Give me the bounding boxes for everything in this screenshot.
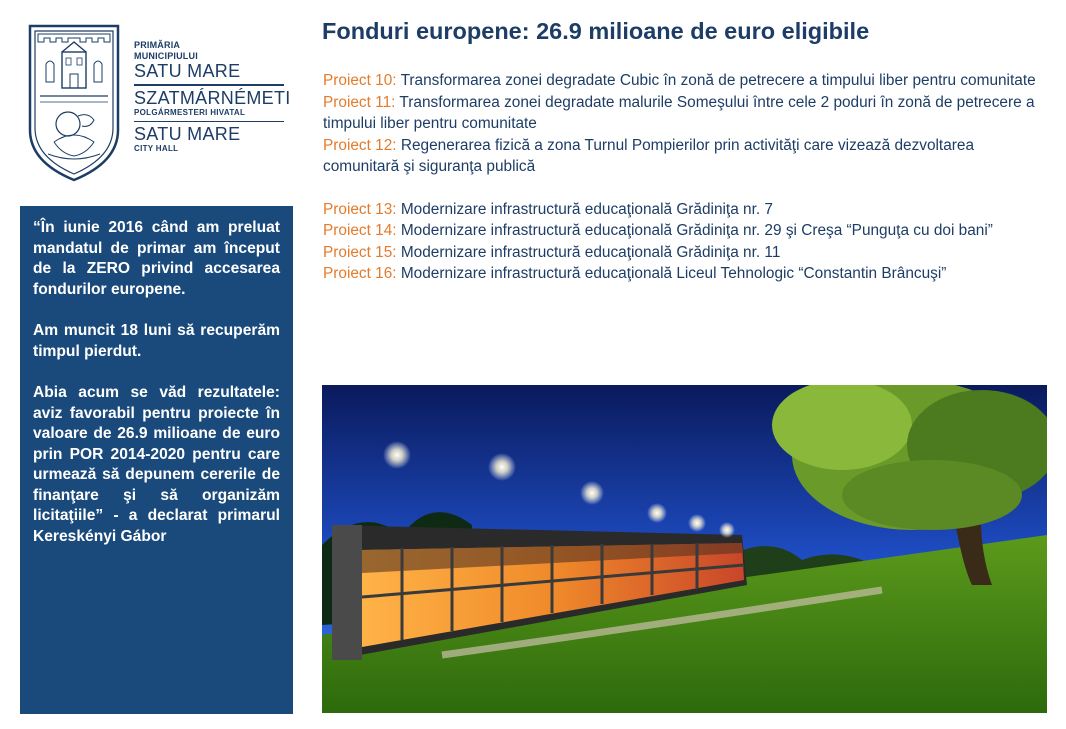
project-text: Modernizare infrastructură educaţională Grădiniţa nr. 7: [396, 200, 773, 218]
list-spacer: [323, 178, 1053, 199]
project-label: Proiect 10:: [323, 72, 397, 89]
brand-line-satu-mare: SATU MARE: [134, 61, 241, 81]
project-label: Proiect 11:: [323, 93, 396, 111]
brand-line-municipiului: MUNICIPIULUI: [134, 51, 198, 61]
project-item: [323, 263, 1053, 285]
brand-line-primaria: PRIMĂRIA: [134, 40, 181, 50]
project-item: [323, 242, 1053, 264]
project-label: Proiect 16:: [323, 265, 397, 282]
project-item: [323, 135, 1053, 178]
building-photo: [322, 385, 1047, 713]
project-label: Proiect 12:: [323, 136, 397, 154]
project-label: Proiect 13:: [323, 200, 397, 218]
brand-line-polgarmesteri: POLGÁRMESTERI HIVATAL: [134, 107, 246, 117]
project-item: [323, 92, 1053, 135]
project-text: Regenerarea fizică a zona Turnul Pompierilor prin activităţi care vizează dezvoltarea comunitară şi siguranţa publică: [323, 136, 975, 175]
project-item: [323, 199, 1053, 221]
brand-divider: [134, 121, 284, 123]
brand-line-city-hall: CITY HALL: [134, 144, 179, 153]
project-text: Transformarea zonei degradate malurile Someşului între cele 2 poduri în zonă de petrecere a timpului liber pentru comunitate: [323, 93, 1035, 132]
project-label: Proiect 15:: [323, 243, 397, 261]
quote-paragraph: “În iunie 2016 când am preluat mandatul de primar am început de la ZERO privind accesarea fondurilor europene.: [33, 219, 280, 298]
coat-of-arms-logo: [26, 22, 122, 184]
brand-line-satu-mare-en: SATU MARE: [134, 124, 241, 144]
project-list: [323, 70, 1053, 285]
project-text: Transformarea zonei degradate Cubic în zonă de petrecere a timpului liber pentru comunitate: [396, 72, 1036, 89]
project-item: [323, 70, 1053, 92]
project-text: Modernizare infrastructură educaţională Liceul Tehnologic “Constantin Brâncuşi”: [396, 265, 947, 282]
quote-paragraph: Abia acum se văd rezultatele: aviz favorabil pentru proiecte în valoare de 26.9 milioane de euro prin POR 2014-2020 pentru care urmează să depunem cererile de finanţare şi să organizăm licitaţiile” - a declarat primarul Kereskényi Gábor: [33, 384, 280, 545]
brand-divider: [134, 84, 284, 86]
page-title: Fonduri europene: 26.9 milioane de euro eligibile: [322, 18, 870, 44]
city-hall-brand: [134, 40, 291, 154]
project-item: [323, 220, 1053, 242]
brand-line-szatmarnemeti: SZATMÁRNÉMETI: [134, 87, 291, 108]
project-text: Modernizare infrastructură educaţională Grădiniţa nr. 29 şi Creşa “Punguţa cu doi bani”: [396, 222, 993, 239]
project-label: Proiect 14:: [323, 222, 397, 239]
mayor-quote-box: [20, 206, 293, 714]
quote-paragraph: Am muncit 18 luni să recuperăm timpul pierdut.: [33, 322, 280, 360]
project-text: Modernizare infrastructură educaţională Grădiniţa nr. 11: [396, 243, 781, 261]
